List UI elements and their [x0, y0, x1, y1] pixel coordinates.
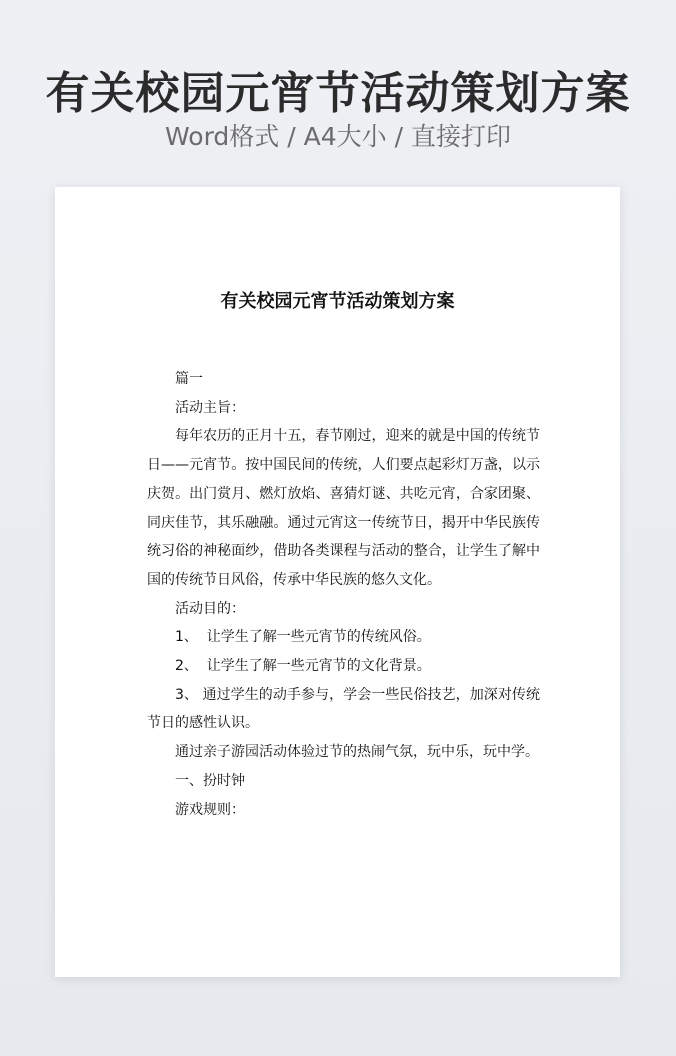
activity-purpose-label: 活动主旨：: [175, 399, 245, 416]
document-title: 有关校园元宵节活动策划方案: [220, 291, 455, 312]
paragraph-intro: 每年农历的正月十五，春节刚过，迎来的就是中国的传统节日——元宵节。按中国民间的传统，人们要点起彩灯万盏，以示庆贺。出门赏月、燃灯放焰、喜猜灯谜、共吃元宵，合家团聚、同庆佳节，其乐融融。通过元宵这一传统节日，揭开中华民族传统习俗的神秘面纱，借助各类课程与活动的整合，让学生了解中国的传统节日风俗，传承中华民族的悠久文化。: [147, 428, 540, 588]
goal-item-3: 3、 通过学生的动手参与，学会一些民俗技艺，加深对传统节日的感性认识。: [147, 686, 540, 732]
section-heading: 篇一: [175, 371, 203, 387]
game-rules-label: 游戏规则：: [175, 801, 245, 818]
banner-title: 有关校园元宵节活动策划方案: [45, 68, 631, 119]
banner-subtitle: Word格式 / A4大小 / 直接打印: [165, 122, 511, 151]
activity-goal-label: 活动目的：: [175, 600, 245, 617]
goal-item-1: 1、 让学生了解一些元宵节的传统风俗。: [175, 629, 431, 646]
paragraph-family-activity: 通过亲子游园活动体验过节的热闹气氛，玩中乐，玩中学。: [175, 744, 539, 761]
document-page: [55, 187, 620, 977]
document-body: [147, 365, 540, 824]
game-heading: 一、扮时钟: [175, 772, 245, 789]
goal-item-2: 2、 让学生了解一些元宵节的文化背景。: [175, 658, 431, 675]
